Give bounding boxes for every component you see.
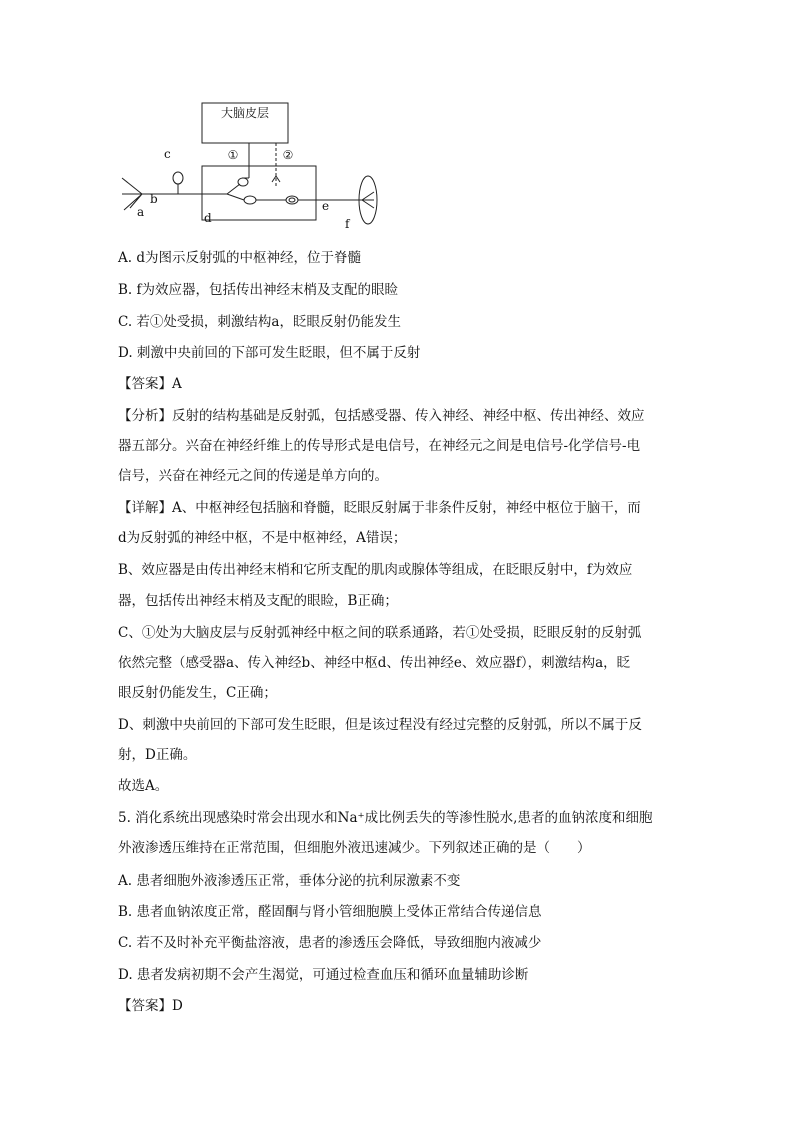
label-a: a — [137, 205, 145, 219]
q5-stem-line-2: 外液渗透压维持在正常范围，但细胞外液迅速减少。下列叙述正确的是（ ） — [118, 840, 591, 856]
q4-option-c: C. 若①处受损，刺激结构a，眨眼反射仍能发生 — [118, 314, 401, 330]
label-d: d — [204, 211, 212, 225]
ganglion-c — [173, 172, 183, 184]
pathway-1-label: ① — [227, 148, 239, 162]
label-b: b — [150, 192, 158, 206]
q5-option-d: D. 患者发病初期不会产生渴觉，可通过检查血压和循环血量辅助诊断 — [118, 967, 529, 983]
q4-detail-line-8: D、刺激中央前回的下部可发生眨眼，但是该过程没有经过完整的反射弧，所以不属于反 — [118, 717, 642, 733]
q4-detail-line-5: C、①处为大脑皮层与反射弧神经中枢之间的联系通路，若①处受损，眨眼反射的反射弧 — [118, 625, 642, 641]
label-e: e — [322, 199, 330, 213]
q4-detail-line-7: 眼反射仍能发生，C正确； — [118, 685, 277, 701]
q4-detail-line-1: 【详解】A、中枢神经包括脑和脊髓，眨眼反射属于非条件反射，神经中枢位于脑干，而 — [118, 500, 641, 516]
synapse-right-inner — [289, 198, 295, 202]
interneuron-branch — [227, 184, 244, 200]
cerebral-cortex-label: 大脑皮层 — [220, 106, 270, 120]
q5-answer: 【答案】D — [118, 998, 183, 1014]
reflex-arc-diagram — [112, 96, 412, 241]
q4-option-d: D. 刺激中央前回的下部可发生眨眼，但不属于反射 — [118, 345, 421, 361]
label-c: c — [164, 147, 171, 161]
q4-conclusion: 故选A。 — [118, 778, 169, 794]
q4-detail-line-2: d为反射弧的神经中枢，不是中枢神经，A错误； — [118, 530, 407, 546]
q5-option-a: A. 患者细胞外液渗透压正常，垂体分泌的抗利尿激素不变 — [118, 873, 461, 889]
q4-detail-line-4: 器，包括传出神经末梢及支配的眼睑，B正确； — [118, 593, 398, 609]
nerve-center-box — [202, 166, 316, 220]
label-f: f — [345, 217, 350, 231]
synapse-right — [286, 196, 298, 204]
q5-option-c: C. 若不及时补充平衡盐溶液，患者的渗透压会降低，导致细胞内液减少 — [118, 935, 542, 951]
q4-analysis-line-2: 器五部分。兴奋在神经纤维上的传导形式是电信号，在神经元之间是电信号-化学信号-电 — [118, 438, 641, 454]
q4-analysis-line-1: 【分析】反射的结构基础是反射弧，包括感受器、传入神经、神经中枢、传出神经、效应 — [118, 408, 645, 424]
pathway-2-label: ② — [282, 148, 294, 162]
synapse-middle — [244, 196, 256, 204]
q4-detail-line-3: B、效应器是由传出神经末梢和它所支配的肌肉或腺体等组成，在眨眼反射中，f为效应 — [118, 562, 633, 578]
q4-answer: 【答案】A — [118, 376, 182, 392]
q5-option-b: B. 患者血钠浓度正常，醛固酮与肾小管细胞膜上受体正常结合传递信息 — [118, 904, 542, 920]
synapse-upper — [238, 178, 248, 186]
q4-analysis-line-3: 信号，兴奋在神经元之间的传递是单方向的。 — [118, 468, 388, 484]
q5-stem-line-1: 5. 消化系统出现感染时常会出现水和Na⁺成比例丢失的等渗性脱水,患者的血钠浓度和细胞 — [118, 810, 653, 826]
q4-option-b: B. f为效应器，包括传出神经末梢及支配的眼睑 — [118, 282, 398, 298]
q4-detail-line-6: 依然完整（感受器a、传入神经b、神经中枢d、传出神经e、效应器f），刺激结构a，眨 — [118, 655, 631, 671]
q4-option-a: A. d为图示反射弧的中枢神经，位于脊髓 — [118, 250, 361, 266]
q4-detail-line-9: 射，D正确。 — [118, 747, 197, 763]
